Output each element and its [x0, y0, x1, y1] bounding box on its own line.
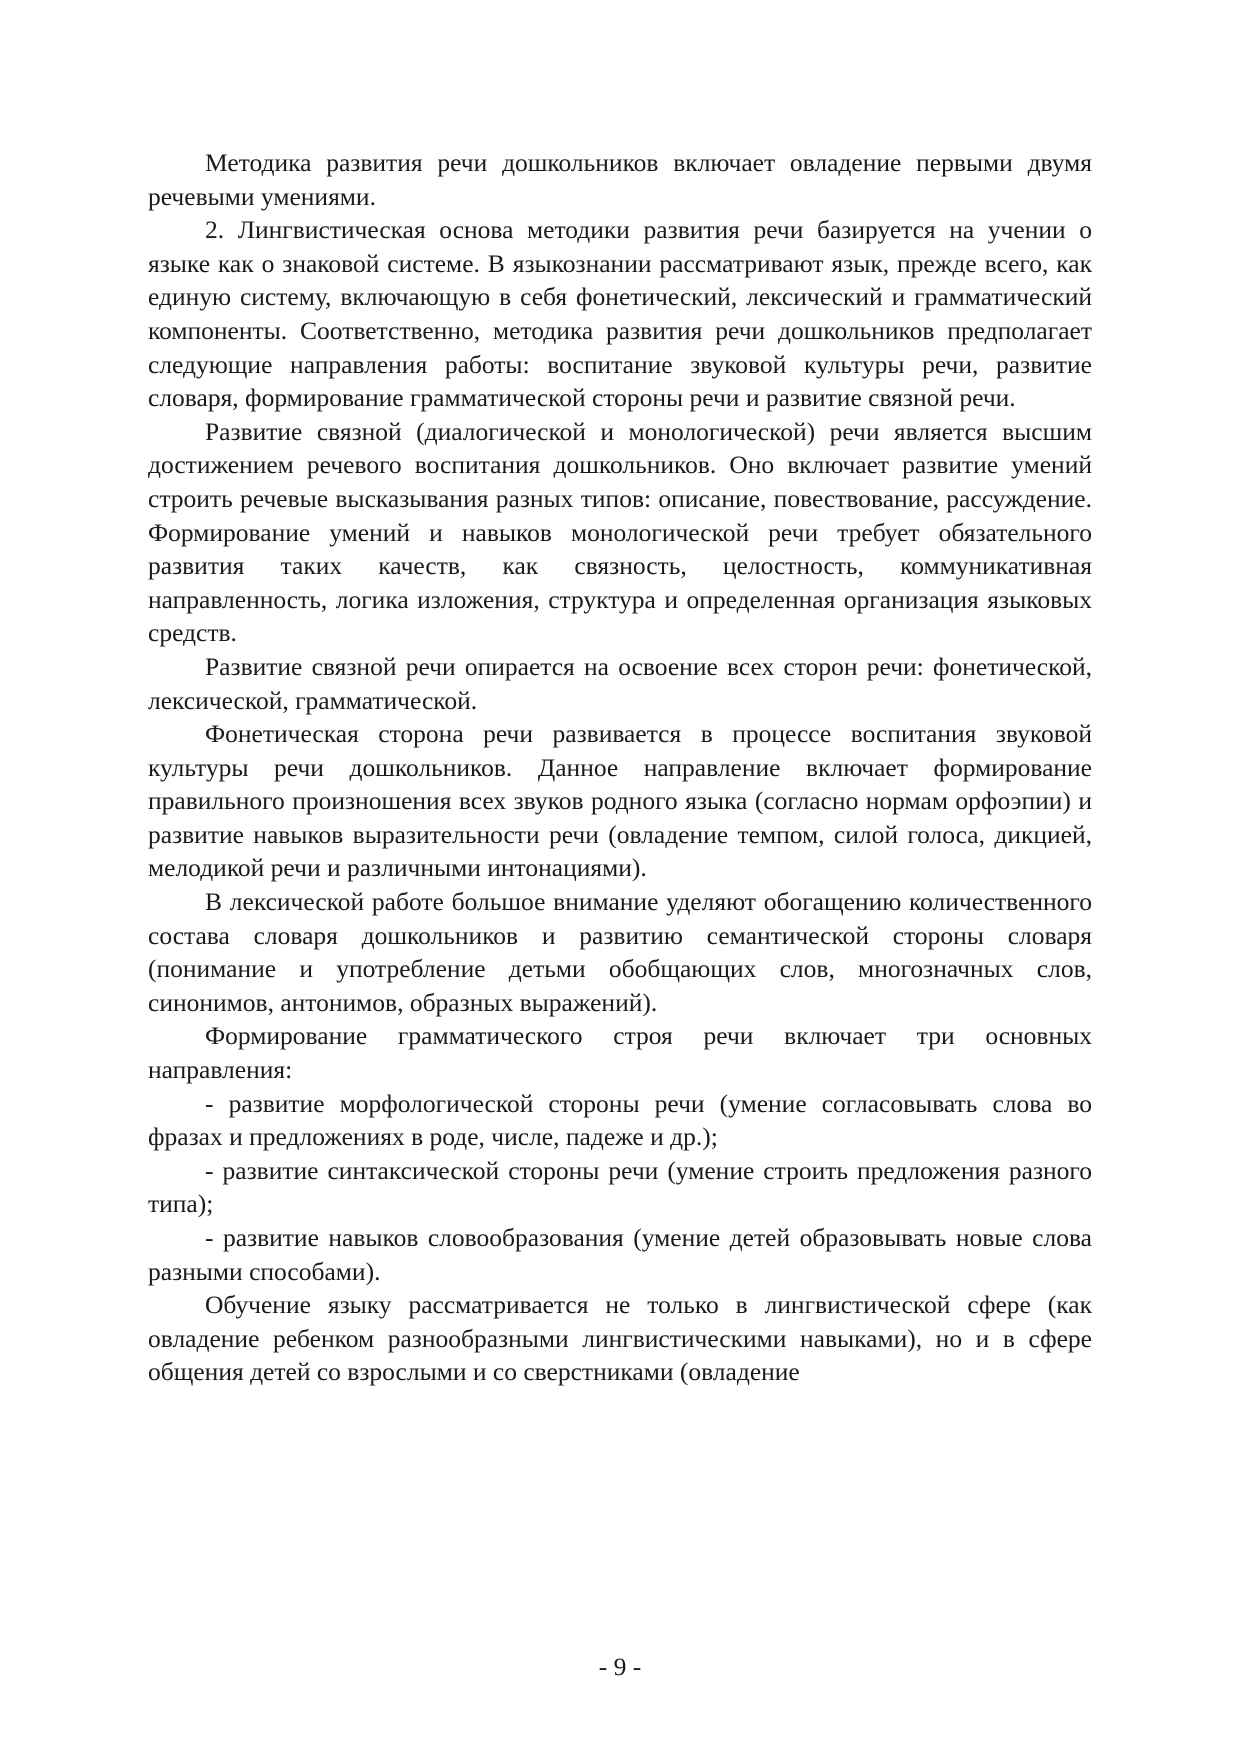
paragraph-5: Фонетическая сторона речи развивается в процессе воспитания звуковой культуры речи дошкольников. Данное направление включает формирование правильного произношения всех звуков родного языка (согласно нормам орфоэпии) и развитие навыков выразительности речи (овладение темпом, силой голоса, дикцией, мелодикой речи и различными интонациями).	[148, 719, 1092, 883]
page-number: - 9 -	[598, 1652, 642, 1681]
paragraph-8: Обучение языку рассматривается не только в лингвистической сфере (как овладение ребенком разнообразными лингвистическими навыками), но и в сфере общения детей со взрослыми и со сверстниками (овладение	[148, 1290, 1092, 1387]
paragraph-6: В лексической работе большое внимание уделяют обогащению количественного состава словаря дошкольников и развитию семантической стороны словаря (понимание и употребление детьми обобщающих слов, многозначных слов, синонимов, антонимов, образных выражений).	[148, 887, 1092, 1017]
page-body	[148, 146, 1092, 1389]
paragraph-1: Методика развития речи дошкольников включает овладение первыми двумя речевыми умениями.	[148, 148, 1092, 211]
list-item-1: - развитие морфологической стороны речи (умение согласовывать слова во фразах и предложениях в роде, числе, падеже и др.);	[148, 1088, 1092, 1152]
paragraph-2: 2. Лингвистическая основа методики развития речи базируется на учении о языке как о знаковой системе. В языкознании рассматривают язык, прежде всего, как единую систему, включающую в себя фонетический, лексический и грамматический компоненты. Соответственно, методика развития речи дошкольников предполагает следующие направления работы: воспитание звуковой культуры речи, развитие словаря, формирование грамматической стороны речи и развитие связной речи.	[148, 215, 1092, 413]
paragraph-7: Формирование грамматического строя речи включает три основных направления:	[148, 1021, 1092, 1085]
paragraph-3: Развитие связной (диалогической и монологической) речи является высшим достижением речевого воспитания дошкольников. Оно включает развитие умений строить речевые высказывания разных типов: описание, повествование, рассуждение. Формирование умений и навыков монологической речи требует обязательного развития таких качеств, как связность, целостность, коммуникативная направленность, логика изложения, структура и определенная организация языковых средств.	[148, 416, 1092, 648]
list-item-2: - развитие синтаксической стороны речи (умение строить предложения разного типа);	[148, 1155, 1092, 1219]
list-item-3: - развитие навыков словообразования (умение детей образовывать новые слова разными способами).	[148, 1223, 1092, 1286]
paragraph-4: Развитие связной речи опирается на освоение всех сторон речи: фонетической, лексической, грамматической.	[148, 651, 1092, 715]
